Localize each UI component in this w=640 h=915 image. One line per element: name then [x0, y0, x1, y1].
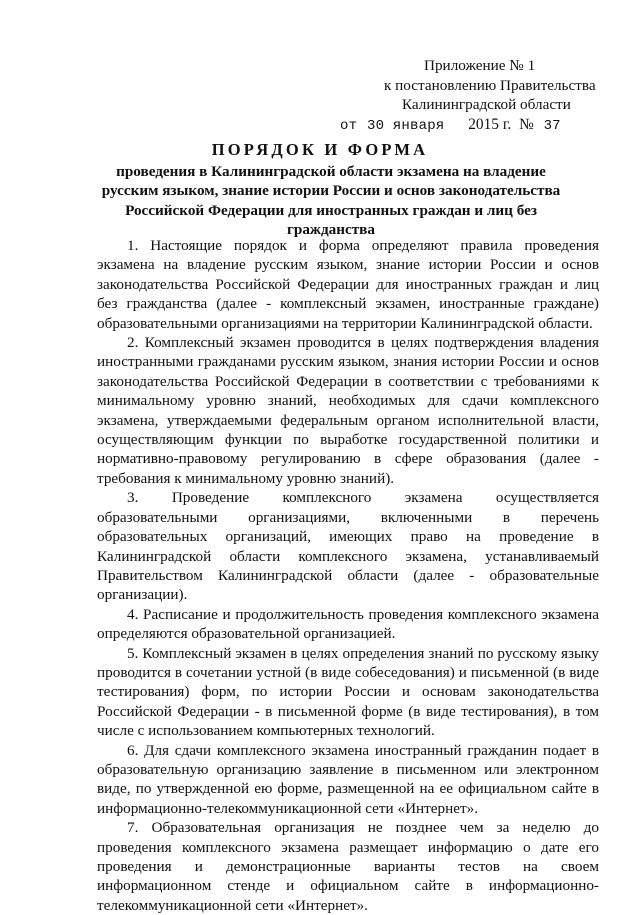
paragraph-1: 1. Настоящие порядок и форма определяют правила проведения экзамена на владение русским языком, знание истории России и основ законодательства Российской Федерации для иностранных граждан и лиц без гражданства (далее - комплексный экзамен, иностранные граждане) образовательными организациями на территории Калининградской области.: [97, 237, 599, 332]
paragraph-2: 2. Комплексный экзамен проводится в целях подтверждения владения иностранными гражданами русским языком, знания истории России и основ законодательства Российской Федерации в соответствии с требованиями к минимальному уровню знаний, необходимых для сдачи комплексного экзамена, утверждаемыми федеральным органом исполнительной власти, осуществляющим функции по выработке государственной политики и нормативно-правовому регулированию в сфере образования (далее - требования к минимальному уровню знаний).: [97, 334, 599, 487]
appendix-date-line: [340, 115, 602, 137]
paragraph-6: 6. Для сдачи комплексного экзамена иностранный гражданин подает в образовательную организацию заявление в письменном или электронном виде, по утвержденной ею форме, размещенной на ее официальном сайте в информационно-телекоммуникационной сети «Интернет».: [97, 741, 599, 817]
appendix-number: Приложение № 1: [424, 57, 536, 74]
number-prefix: №: [519, 115, 534, 133]
paragraph-4: 4. Расписание и продолжительность проведения комплексного экзамена определяются образовательной организацией.: [97, 605, 599, 643]
paragraph-7: 7. Образовательная организация не позднее чем за неделю до проведения комплексного экзамена размещает информацию о дате его проведения и демонстрационные варианты тестов на своем информационном стенде и официальном сайте в информационно-телекоммуникационной сети «Интернет».: [97, 819, 599, 914]
paragraph-3: 3. Проведение комплексного экзамена осуществляется образовательными организациями, включенными в перечень образовательных организаций, имеющих право на проведение в Калининградской области комплексного экзамена, устанавливаемый Правительством Калининградской области (далее - образовательные организации).: [97, 489, 599, 604]
date-year: 2015 г.: [468, 115, 512, 133]
date-value: 30 января: [367, 117, 445, 134]
document-title: ПОРЯДОК И ФОРМА: [211, 140, 429, 159]
document-body: [97, 236, 599, 915]
paragraph-5: 5. Комплексный экзамен в целях определения знаний по русскому языку проводится в сочетании устной (в виде собеседования) и письменной (в виде тестирования) форм, по истории России и основам законодательства Российской Федерации - в письменной форме (в виде тестирования), в том числе с использованием компьютерных технологий.: [97, 644, 599, 740]
appendix-region: Калининградской области: [402, 96, 571, 114]
appendix-header: [340, 56, 602, 136]
document-subtitle: проведения в Калининградской области экзамена на владение русским языком, знание истории России и основ законодательства Российской Федерации для иностранных граждан и лиц без гражданства: [101, 163, 561, 239]
date-prefix: от: [340, 117, 358, 134]
number-value: 37: [543, 117, 561, 134]
appendix-resolution: к постановлению Правительства: [384, 76, 596, 94]
